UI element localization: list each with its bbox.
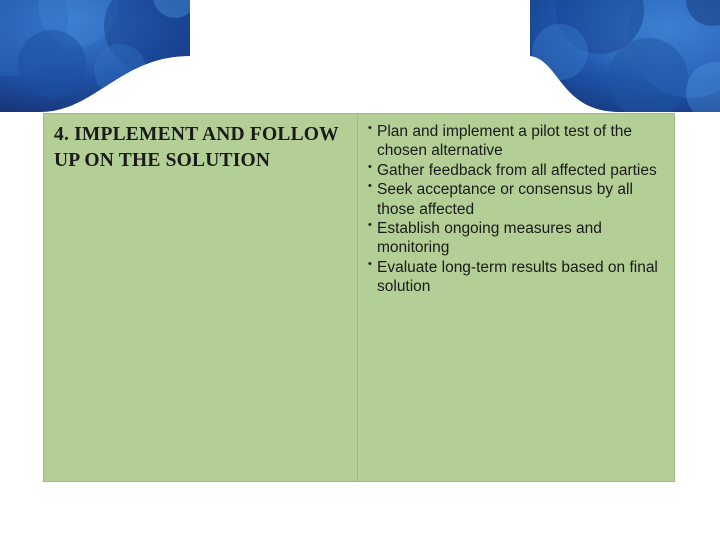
list-item-text: Establish ongoing measures and monitoring [377,219,602,257]
step-heading: 4. IMPLEMENT AND FOLLOW UP ON THE SOLUTION [54,124,339,171]
bullets-cell [358,114,675,482]
content-table [43,113,675,482]
list-item-text: Seek acceptance or consensus by all those affected [377,181,633,218]
bullet-icon: • [368,160,372,173]
table-row [44,114,675,482]
list-item [368,161,664,180]
list-item [368,219,664,258]
bullet-icon: • [368,257,372,270]
bullet-icon: • [368,180,372,193]
bullet-list [368,122,664,296]
bullet-icon: • [368,122,372,134]
list-item [368,258,664,297]
bullet-icon: • [368,218,372,231]
bullets-cell-inner [358,114,674,300]
heading-cell [44,114,358,482]
heading-cell-inner [44,114,357,177]
decorative-banner [0,0,720,112]
list-item [368,180,664,219]
list-item-text: Plan and implement a pilot test of the chosen alternative [377,123,633,160]
list-item [368,122,664,161]
banner-graphic [0,0,720,112]
list-item-text: Evaluate long-term results based on final solution [377,258,658,295]
table-body [44,114,675,482]
list-item-text: Gather feedback from all affected parties [377,161,657,179]
